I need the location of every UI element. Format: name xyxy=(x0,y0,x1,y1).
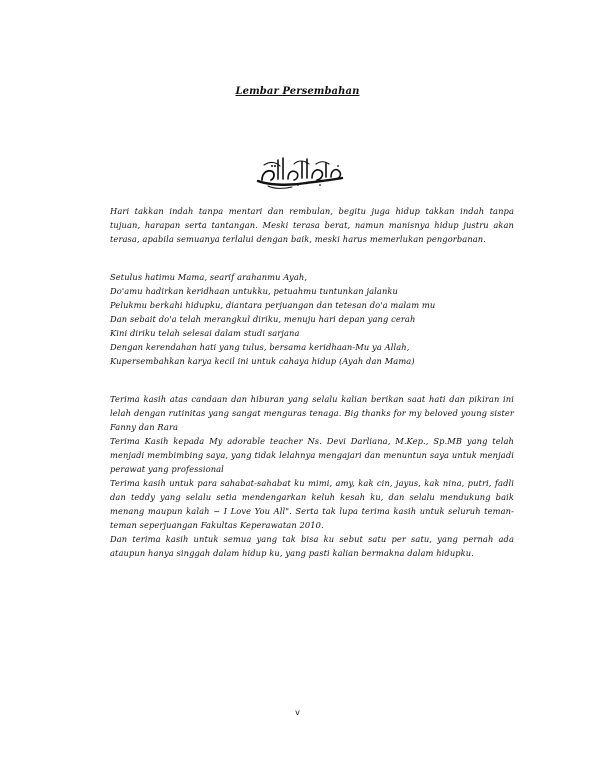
basmala-calligraphy xyxy=(254,154,346,190)
intro-paragraph xyxy=(110,204,514,246)
poem-line: Do'amu hadirkan keridhaan untukku, petuahmu tuntunkan jalanku xyxy=(110,286,398,296)
poem-line: Dan sebait do'a telah merangkul diriku, menuju hari depan yang cerah xyxy=(110,314,416,324)
thanks-paragraph-friends: Terima kasih untuk para sahabat-sahabat ku mimi, amy, kak cin, jayus, kak nina, putri, fadli dan teddy yang selalu setia mendengarkan keluh kesah ku, dan selalu mendukung baik menang maupun kalah ~ I Love You All". Serta tak lupa terima kasih untuk seluruh teman-teman seperjuangan Fakultas Keperawatan 2010. xyxy=(110,478,514,530)
poem-line: Setulus hatimu Mama, searif arahanmu Ayah, xyxy=(110,272,308,282)
thanks-paragraph-teacher: Terima Kasih kepada My adorable teacher Ns. Devi Darliana, M.Kep., Sp.MB yang telah menjadi membimbing saya, yang tidak lelahnya mengajari dan menuntun saya untuk menjadi perawat yang professional xyxy=(110,436,514,474)
intro-text: Hari takkan indah tanpa mentari dan rembulan, begitu juga hidup takkan indah tanpa tujuan, harapan serta tantangan. Meski terasa berat, namun manisnya hidup justru akan terasa, apabila semuanya terlalui dengan baik, meski harus memerlukan pengorbanan. xyxy=(110,206,514,244)
thanks-paragraph-everyone: Dan terima kasih untuk semua yang tak bisa ku sebut satu per satu, yang pernah ada ataupun hanya singgah dalam hidup ku, yang pasti kalian bermakna dalam hidupku. xyxy=(110,534,514,558)
thanks-section xyxy=(110,392,514,560)
poem-line: Kupersembahkan karya kecil ini untuk cahaya hidup (Ayah dan Mama) xyxy=(110,356,415,366)
thanks-paragraph-family: Terima kasih atas candaan dan hiburan yang selalu kalian berikan saat hati dan pikiran ini lelah dengan rutinitas yang sangat menguras tenaga. Big thanks for my beloved young sister Fanny dan Rara xyxy=(110,394,514,432)
poem-line: Kini diriku telah selesai dalam studi sarjana xyxy=(110,328,300,338)
poem-line: Dengan kerendahan hati yang tulus, bersama keridhaan-Mu ya Allah, xyxy=(110,342,410,352)
page-title: Lembar Persembahan xyxy=(235,86,360,97)
page-number: v xyxy=(295,708,300,717)
poem xyxy=(110,270,514,368)
poem-line: Pelukmu berkahi hidupku, diantara perjuangan dan tetesan do'a malam mu xyxy=(110,300,436,310)
